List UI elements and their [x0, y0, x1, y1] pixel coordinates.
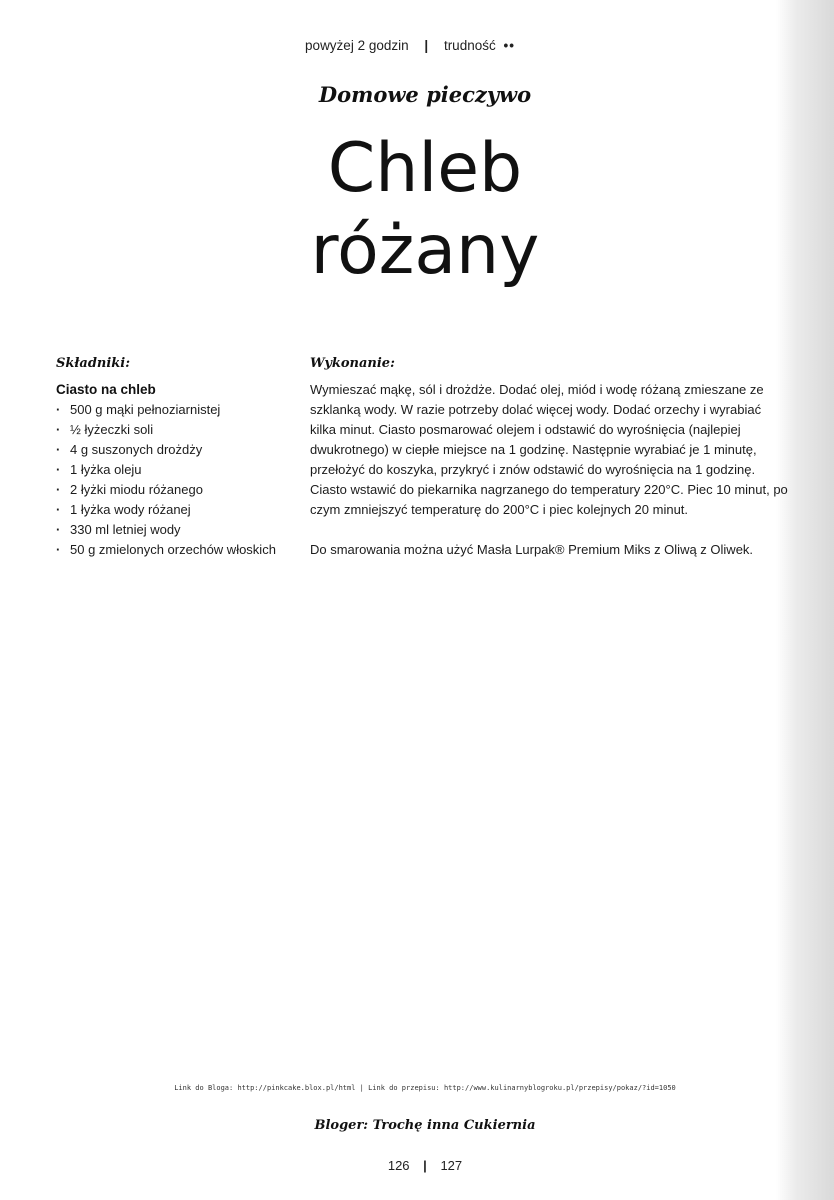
ingredient-item: · 1 łyżka wody różanej — [56, 500, 276, 520]
ingredient-item: · 330 ml letniej wody — [56, 520, 276, 540]
prep-time: powyżej 2 godzin — [305, 38, 409, 53]
title-line-1: Chleb — [327, 129, 523, 208]
recipe-category: Domowe pieczywo — [318, 82, 532, 107]
meta-separator: | — [424, 38, 429, 53]
ingredients-group-title: Ciasto na chleb — [56, 382, 156, 397]
ingredients-label: Składniki: — [56, 356, 131, 371]
page-numbers — [0, 1158, 834, 1173]
recipe-meta — [0, 38, 820, 53]
ingredient-item: · 50 g zmielonych orzechów włoskich — [56, 540, 276, 560]
ingredient-item: · 4 g suszonych drożdży — [56, 440, 276, 460]
ingredients-list — [56, 400, 276, 560]
difficulty-dots: •• — [503, 38, 515, 53]
ingredients-section — [56, 354, 276, 560]
recipe-title — [0, 128, 834, 292]
title-line-2: różany — [310, 211, 540, 290]
method-note: Do smarowania można użyć Masła Lurpak® Premium Miks z Oliwą z Oliwek. — [310, 542, 754, 557]
difficulty-label: trudność — [443, 38, 496, 53]
ingredient-item: · 2 łyżki miodu różanego — [56, 480, 276, 500]
page-number-right: 127 — [440, 1158, 463, 1173]
page-number-left: 126 — [387, 1158, 410, 1173]
page-number-separator: | — [423, 1158, 427, 1173]
method-label: Wykonanie: — [310, 356, 395, 371]
method-section — [310, 354, 788, 560]
ingredient-item: · 1 łyżka oleju — [56, 460, 276, 480]
source-links: Link do Bloga: http://pinkcake.blox.pl/html | Link do przepisu: http://www.kulinarnyblogroku.pl/przepisy/pokaz/?id=1050 — [174, 1084, 676, 1092]
blogger-credit: Bloger: Trochę inna Cukiernia — [314, 1118, 536, 1133]
ingredient-item: · 500 g mąki pełnoziarnistej — [56, 400, 276, 420]
ingredient-item: · ½ łyżeczki soli — [56, 420, 276, 440]
method-paragraph: Wymieszać mąkę, sól i drożdże. Dodać olej, miód i wodę różaną zmieszane ze szklanką wody. W razie potrzeby dolać więcej wody. Dodać orzechy i wyrabiać kilka minut. Ciasto posmarować olejem i odstawić do wyrośnięcia (najlepiej dwukrotnego) w ciepłe miejsce na 1 godzinę. Następnie wyrabiać je 1 minutę, przełożyć do koszyka, przykryć i znów odstawić do wyrośnięcia na 1 godzinę. Ciasto wstawić do piekarnika nagrzanego do temperatury 220°C. Piec 10 minut, po czym zmniejszyć temperaturę do 200°C i piec kolejnych 20 minut. — [310, 382, 788, 517]
